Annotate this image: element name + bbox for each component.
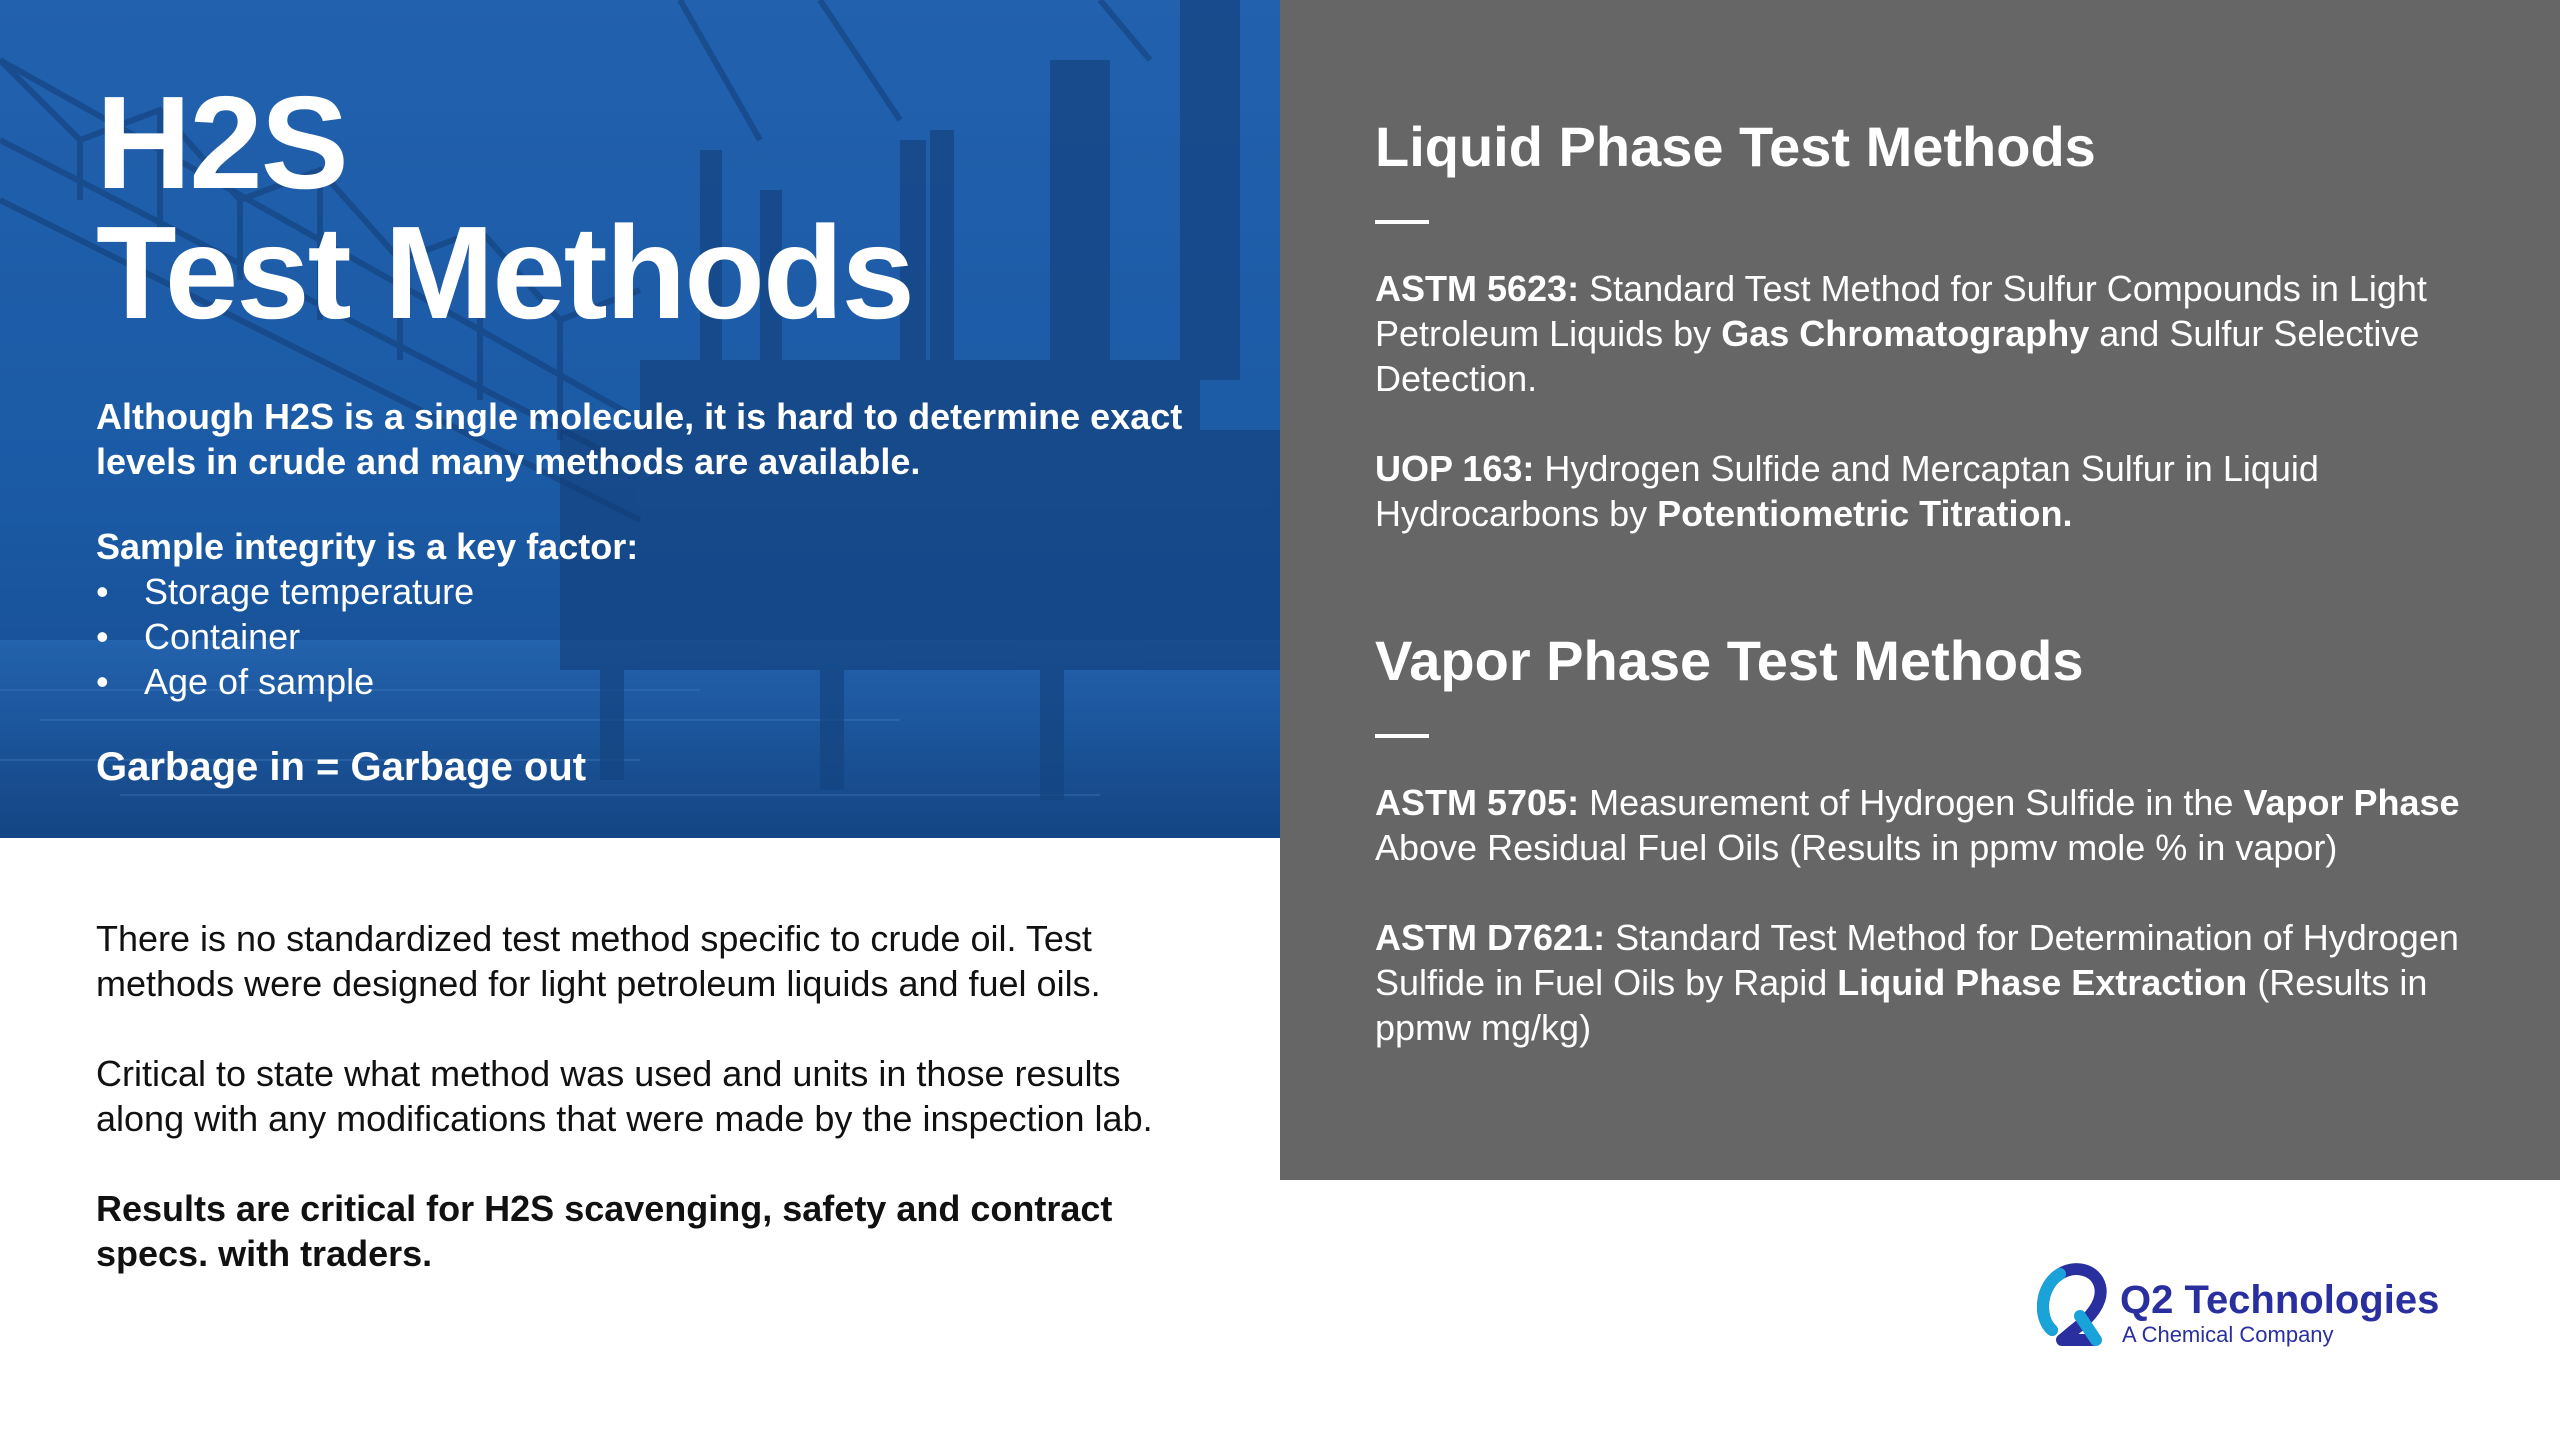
method-text: Standard Test Method for Sulfur Compounds in Light Petroleum Liquids by bbox=[1375, 268, 2427, 354]
lower-text-block bbox=[96, 916, 1196, 1321]
list-item bbox=[96, 569, 1196, 614]
bullet-icon: • bbox=[96, 571, 109, 612]
method-astm-5705 bbox=[1375, 780, 2495, 870]
paragraph-no-standard: There is no standardized test method specific to crude oil. Test methods were designed for light petroleum liquids and fuel oils. bbox=[96, 918, 1101, 1004]
liquid-phase-heading: Liquid Phase Test Methods bbox=[1375, 115, 2096, 178]
method-text: Standard Test Method for Determination of Hydrogen Sulfide in Fuel Oils by Rapid bbox=[1375, 917, 2459, 1003]
company-logo bbox=[2034, 1260, 2454, 1350]
method-code: ASTM 5623: bbox=[1375, 268, 1580, 309]
method-text: Hydrogen Sulfide and Mercaptan Sulfur in Liquid Hydrocarbons by bbox=[1375, 448, 2319, 534]
hero-content bbox=[96, 69, 1196, 792]
method-text: (Results in ppmw mg/kg) bbox=[1375, 962, 2428, 1048]
method-text: and Sulfur Selective Detection. bbox=[1375, 313, 2420, 399]
page-title bbox=[96, 69, 1196, 346]
list-item-label: Age of sample bbox=[144, 661, 375, 702]
method-code: ASTM 5705: bbox=[1375, 782, 1580, 823]
test-methods-content bbox=[1375, 112, 2495, 1095]
paragraph-critical-state: Critical to state what method was used and units in those results along with any modifications that were made by the inspection lab. bbox=[96, 1053, 1153, 1139]
bullet-icon: • bbox=[96, 661, 109, 702]
hero-panel bbox=[0, 0, 1280, 838]
method-emphasis: Potentiometric Titration. bbox=[1657, 493, 2073, 534]
title-line-2: Test Methods bbox=[96, 199, 913, 346]
method-uop-163 bbox=[1375, 446, 2495, 536]
list-item-label: Storage temperature bbox=[144, 571, 475, 612]
garbage-tagline: Garbage in = Garbage out bbox=[96, 745, 587, 789]
sample-integrity-list bbox=[96, 569, 1196, 704]
company-tagline: A Chemical Company bbox=[2122, 1322, 2334, 1347]
list-item-label: Container bbox=[144, 616, 301, 657]
section-spacer bbox=[1375, 581, 2495, 626]
method-astm-5623 bbox=[1375, 266, 2495, 401]
method-text: Above Residual Fuel Oils (Results in ppmv mole % in vapor) bbox=[1375, 827, 2338, 868]
q2-logo-mark-icon bbox=[2034, 1260, 2114, 1348]
paragraph-results-critical: Results are critical for H2S scavenging, safety and contract specs. with traders. bbox=[96, 1188, 1113, 1274]
bullet-icon: • bbox=[96, 616, 109, 657]
title-line-1: H2S bbox=[96, 69, 347, 216]
method-code: UOP 163: bbox=[1375, 448, 1535, 489]
method-code: ASTM D7621: bbox=[1375, 917, 1606, 958]
test-methods-panel bbox=[1280, 0, 2560, 1180]
vapor-phase-heading: Vapor Phase Test Methods bbox=[1375, 629, 2084, 692]
company-name: Q2 Technologies bbox=[2120, 1278, 2440, 1322]
list-item bbox=[96, 614, 1196, 659]
method-emphasis: Vapor Phase bbox=[2243, 782, 2460, 823]
method-astm-d7621 bbox=[1375, 915, 2495, 1050]
method-text: Measurement of Hydrogen Sulfide in the bbox=[1579, 782, 2244, 823]
method-emphasis: Liquid Phase Extraction bbox=[1837, 962, 2248, 1003]
sample-integrity-heading: Sample integrity is a key factor: bbox=[96, 526, 639, 567]
heading-divider bbox=[1375, 220, 1429, 224]
hero-intro: Although H2S is a single molecule, it is hard to determine exact levels in crude and many methods are available. bbox=[96, 396, 1183, 482]
list-item bbox=[96, 659, 1196, 704]
method-emphasis: Gas Chromatography bbox=[1721, 313, 2090, 354]
heading-divider bbox=[1375, 734, 1429, 738]
